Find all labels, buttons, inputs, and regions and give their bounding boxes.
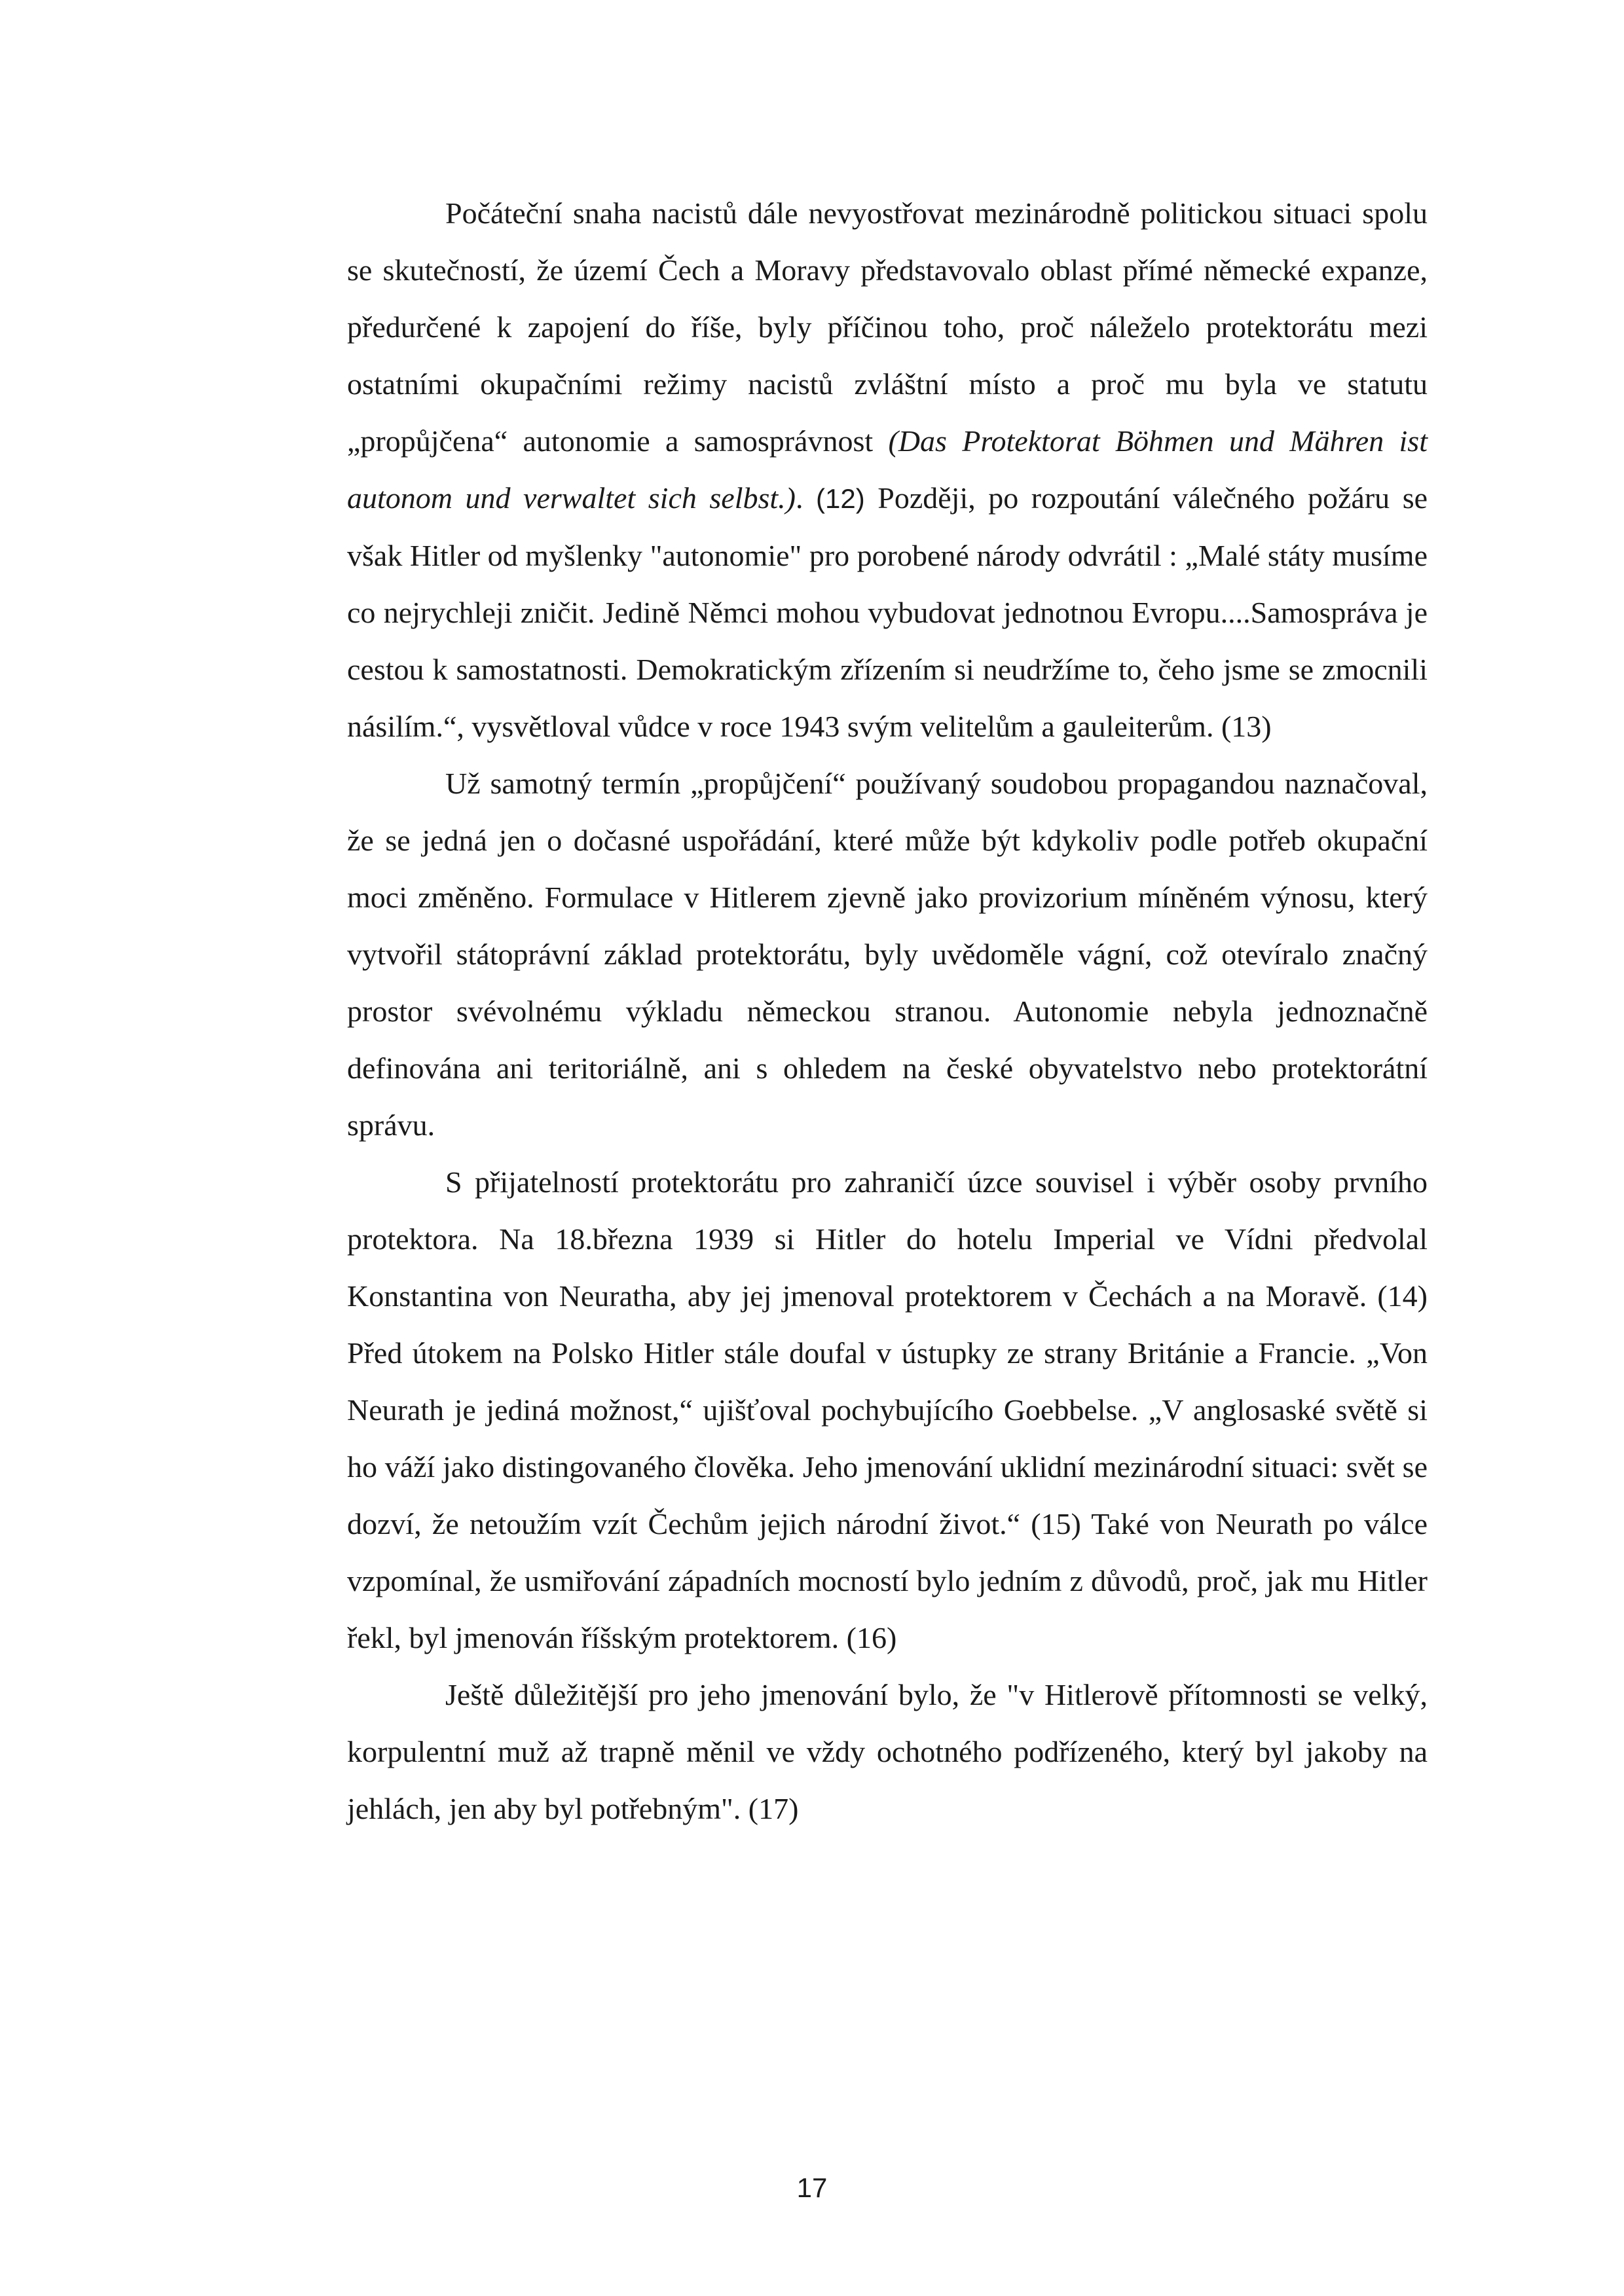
- german-quote: (Das Protektorat Böhmen und Mähren ist autonom und verwaltet sich selbst.): [347, 424, 1428, 515]
- paragraph-3: S přijatelností protektorátu pro zahraničí úzce souvisel i výběr osoby prvního protektora. Na 18.března 1939 si Hitler do hotelu Imperial ve Vídni předvolal Konstantina von Neuratha, aby jej jmenoval protektorem v Čechách a na Moravě. (14) Před útokem na Polsko Hitler stále doufal v ústupky ze strany Británie a Francie. „Von Neurath je jediná možnost,“ ujišťoval pochybujícího Goebbelse. „V anglosaské světě si ho váží jako distingovaného člověka. Jeho jmenování uklidní mezinárodní situaci: svět se dozví, že netoužím vzít Čechům jejich národní život.“ (15) Také von Neurath po válce vzpomínal, že usmiřování západních mocností bylo jedním z důvodů, proč, jak mu Hitler řekl, byl jmenován říšským protektorem. (16): [347, 1165, 1428, 1654]
- reference-12: (12): [816, 483, 865, 514]
- paragraph-1-text-a: Počáteční snaha nacistů dále nevyostřovat mezinárodně politickou situaci spolu se skutečností, že území Čech a Moravy představovalo oblast přímé německé expanze, předurčené k zapojení do říše, byly příčinou toho, proč náleželo protektorátu mezi ostatními okupačními režimy nacistů zvláštní místo a proč mu byla ve statutu „propůjčena“ autonomie a samosprávnost: [347, 196, 1428, 458]
- paragraph-4: Ještě důležitější pro jeho jmenování bylo, že "v Hitlerově přítomnosti se velký, korpulentní muž až trapně měnil ve vždy ochotného podřízeného, který byl jakoby na jehlách, jen aby byl potřebným". (17): [347, 1678, 1428, 1825]
- paragraph-1-text-c: Později, po rozpoutání válečného požáru se však Hitler od myšlenky "autonomie" pro porobené národy odvrátil : „Malé státy musíme co nejrychleji zničit. Jedině Němci mohou vybudovat jednotnou Evropu....Samospráva je cestou k samostatnosti. Demokratickým zřízením si neudržíme to, čeho jsme se zmocnili násilím.“, vysvětloval vůdce v roce 1943 svým velitelům a gauleiterům. (13): [347, 481, 1428, 743]
- paragraph-2: Už samotný termín „propůjčení“ používaný soudobou propagandou naznačoval, že se jedná jen o dočasné uspořádání, které může být kdykoliv podle potřeb okupační moci změněno. Formulace v Hitlerem zjevně jako provizorium míněném výnosu, který vytvořil státoprávní základ protektorátu, byly uvědoměle vágní, což otevíralo značný prostor svévolnému výkladu německou stranou. Autonomie nebyla jednoznačně definována ani teritoriálně, ani s ohledem na české obyvatelstvo nebo protektorátní správu.: [347, 767, 1428, 1142]
- body-text: [347, 185, 1428, 1837]
- paragraph-1-text-b: .: [796, 481, 817, 515]
- paragraph-1: [347, 185, 1428, 755]
- page-number: 17: [796, 2172, 828, 2203]
